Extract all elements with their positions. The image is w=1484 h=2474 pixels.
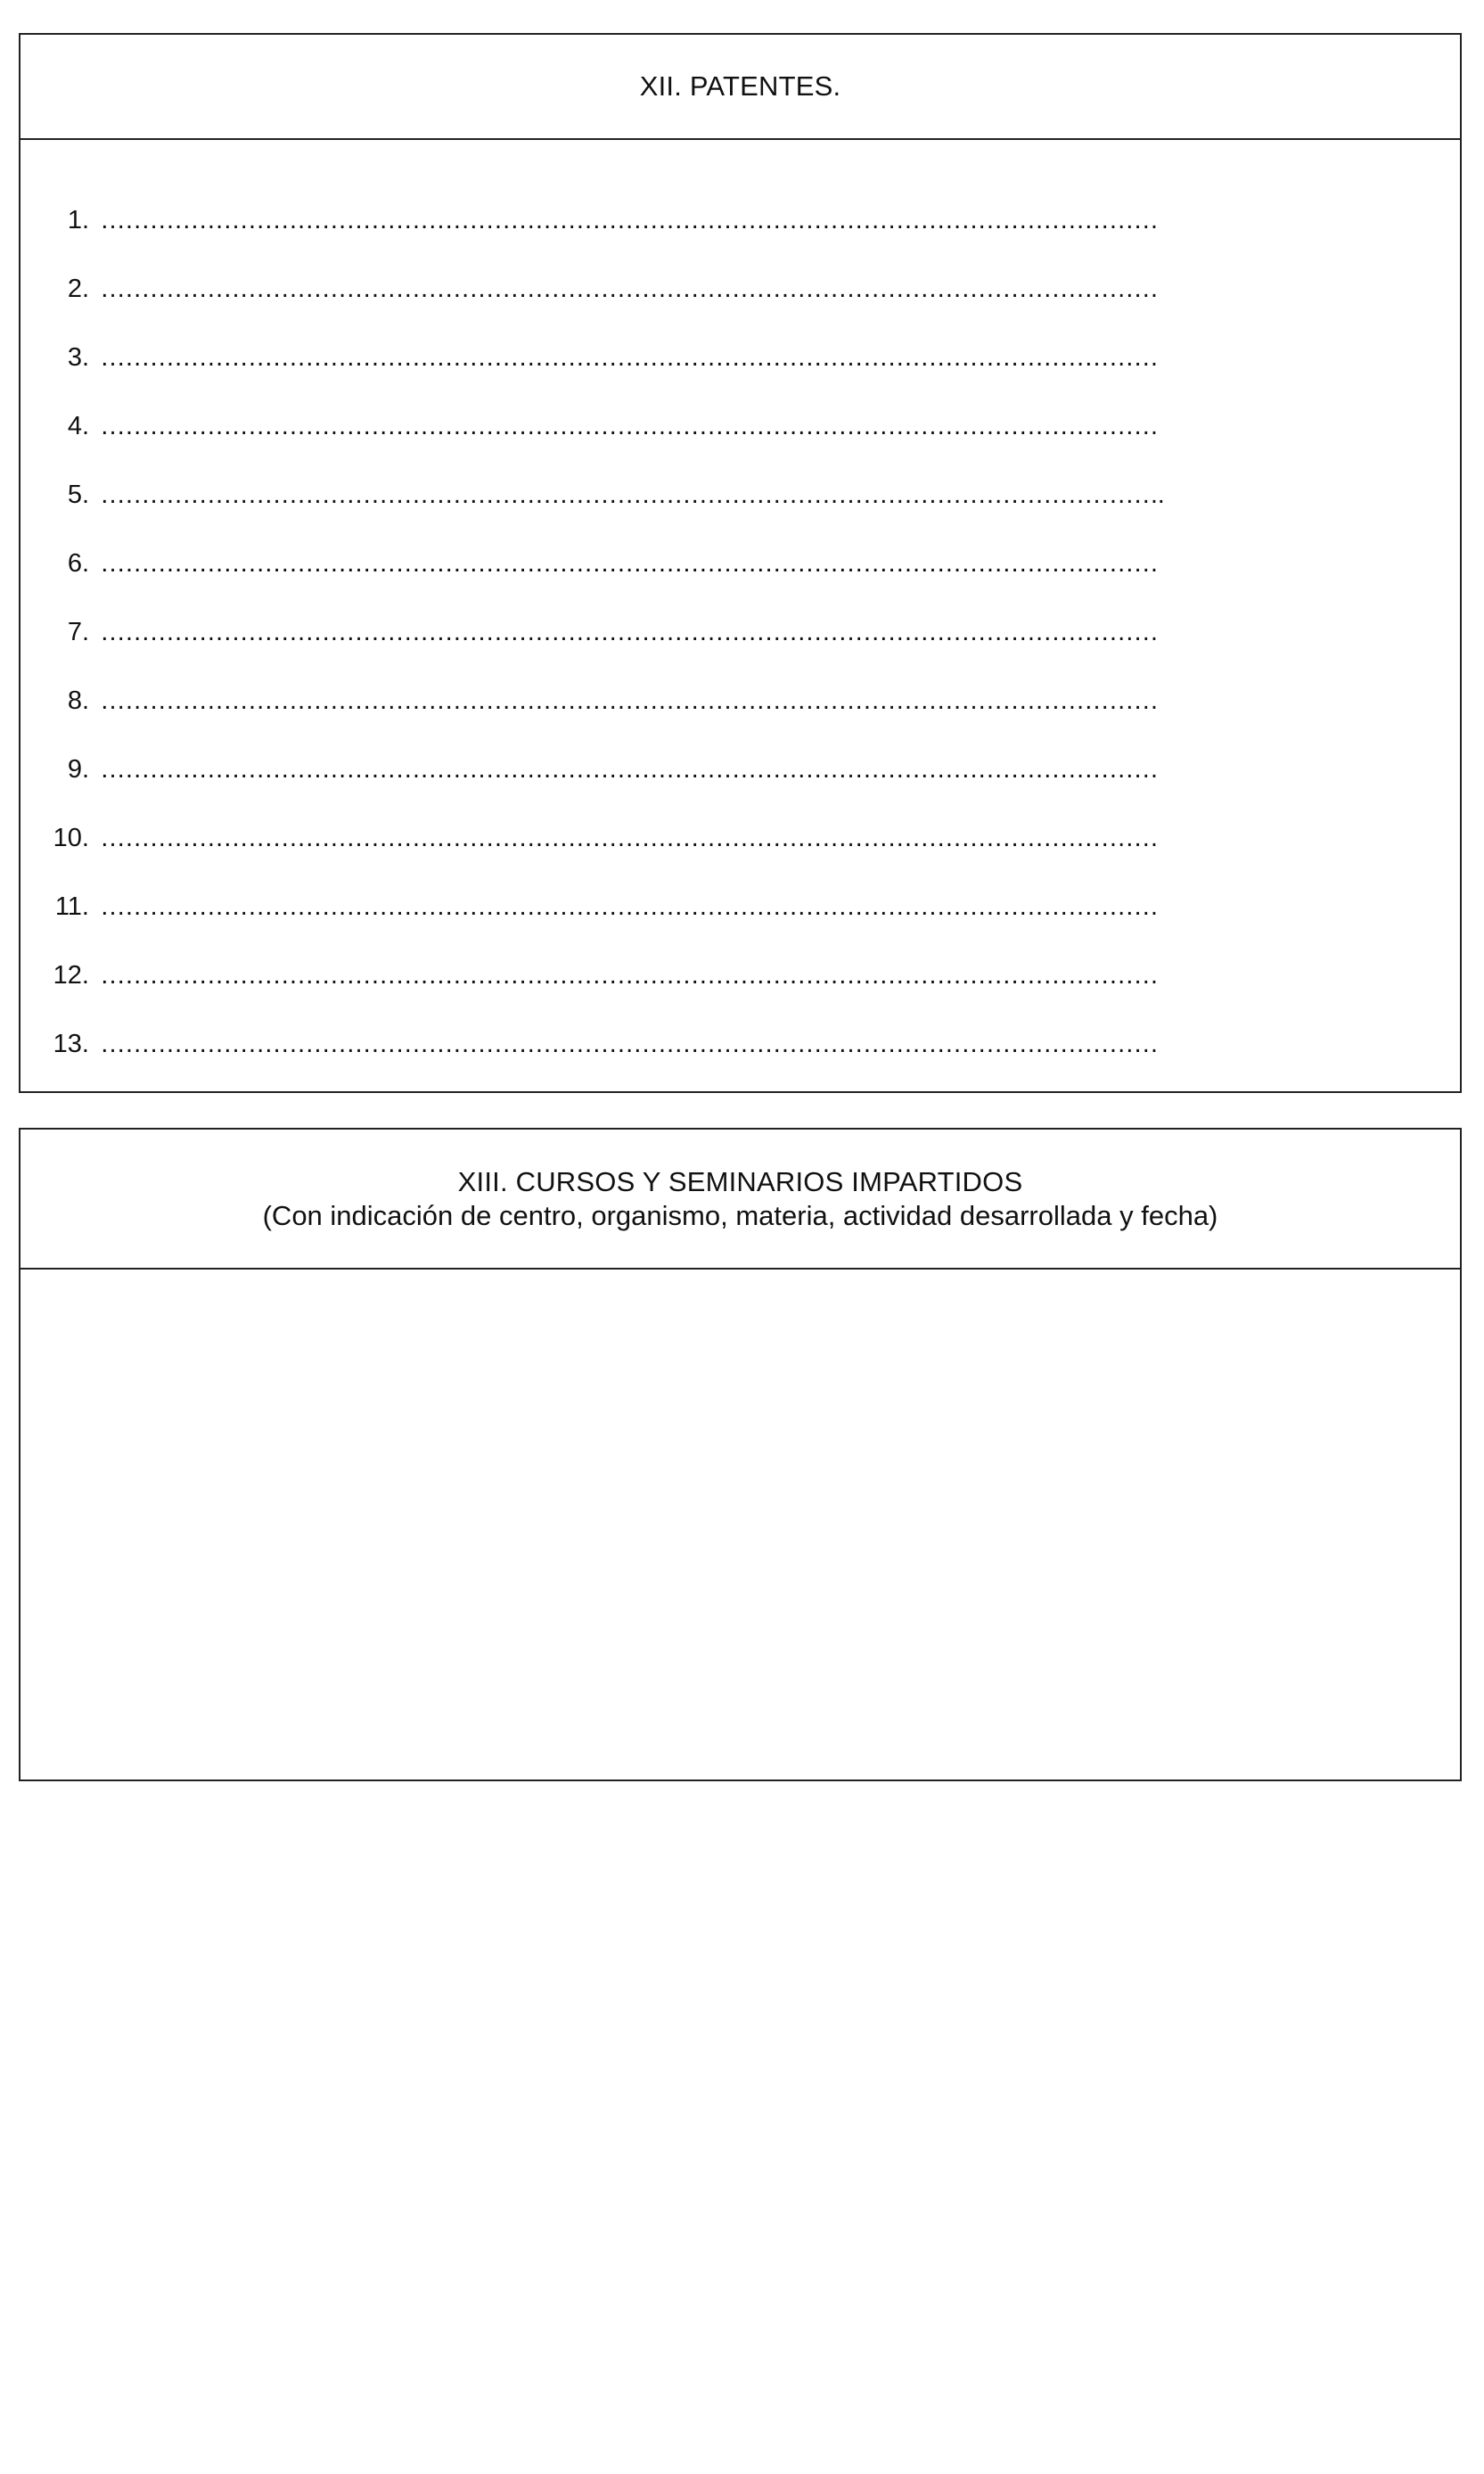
patent-entry-3 (20, 340, 1460, 375)
patentes-section (19, 33, 1462, 1093)
patent-entry-2 (20, 271, 1460, 307)
entry-dotted-line: ………………………………………………………………………………………………………………… (100, 686, 1158, 715)
patent-entry-11 (20, 889, 1460, 925)
entry-number: 7. (67, 618, 89, 646)
entry-dotted-line: ………………………………………………………………………………………………………………… (100, 549, 1158, 578)
entry-number: 4. (67, 412, 89, 440)
entry-dotted-line: ………………………………………………………………………………………………………………… (100, 892, 1158, 921)
entry-number: 5. (67, 481, 89, 509)
entry-number: 9. (67, 755, 89, 784)
cursos-content-area (20, 1270, 1460, 1779)
patent-entry-5 (20, 477, 1460, 513)
patent-entry-4 (20, 408, 1460, 444)
entry-number: 12. (53, 961, 89, 990)
entry-number: 10. (53, 824, 89, 852)
entry-dotted-line: ………………………………………………………………………………………………………………… (100, 343, 1158, 372)
patent-entry-8 (20, 683, 1460, 719)
entry-dotted-line: ………………………………………………………………………………………………………………… (100, 824, 1158, 852)
patent-entry-1 (20, 202, 1460, 238)
cursos-subtitle: (Con indicación de centro, organismo, materia, actividad desarrollada y fecha) (262, 1199, 1218, 1231)
entry-dotted-line: …………………………………………………………………………………………………………………. (100, 481, 1164, 509)
entry-dotted-line: ………………………………………………………………………………………………………………… (100, 961, 1158, 990)
patentes-header (20, 35, 1460, 140)
entry-number: 6. (67, 549, 89, 578)
patent-entry-10 (20, 820, 1460, 856)
cursos-section (19, 1128, 1462, 1781)
patent-entry-7 (20, 614, 1460, 650)
patentes-title: XII. PATENTES. (639, 70, 841, 102)
entry-dotted-line: ………………………………………………………………………………………………………………… (100, 275, 1158, 303)
patent-entry-9 (20, 752, 1460, 787)
entry-dotted-line: ………………………………………………………………………………………………………………… (100, 412, 1158, 440)
entry-number: 1. (67, 206, 89, 234)
entry-number: 13. (53, 1030, 89, 1058)
entry-number: 11. (54, 892, 89, 921)
entry-number: 2. (67, 275, 89, 303)
patent-entry-12 (20, 958, 1460, 993)
patent-entry-13 (20, 1026, 1460, 1062)
patent-entry-6 (20, 546, 1460, 581)
cursos-header (20, 1130, 1460, 1270)
entry-dotted-line: ………………………………………………………………………………………………………………… (100, 755, 1158, 784)
cursos-title: XIII. CURSOS Y SEMINARIOS IMPARTIDOS (457, 1165, 1023, 1197)
entry-dotted-line: ………………………………………………………………………………………………………………… (100, 618, 1158, 646)
entry-dotted-line: ………………………………………………………………………………………………………………… (100, 1030, 1158, 1058)
entry-dotted-line: ………………………………………………………………………………………………………………… (100, 206, 1158, 234)
entry-number: 8. (67, 686, 89, 715)
entry-number: 3. (67, 343, 89, 372)
